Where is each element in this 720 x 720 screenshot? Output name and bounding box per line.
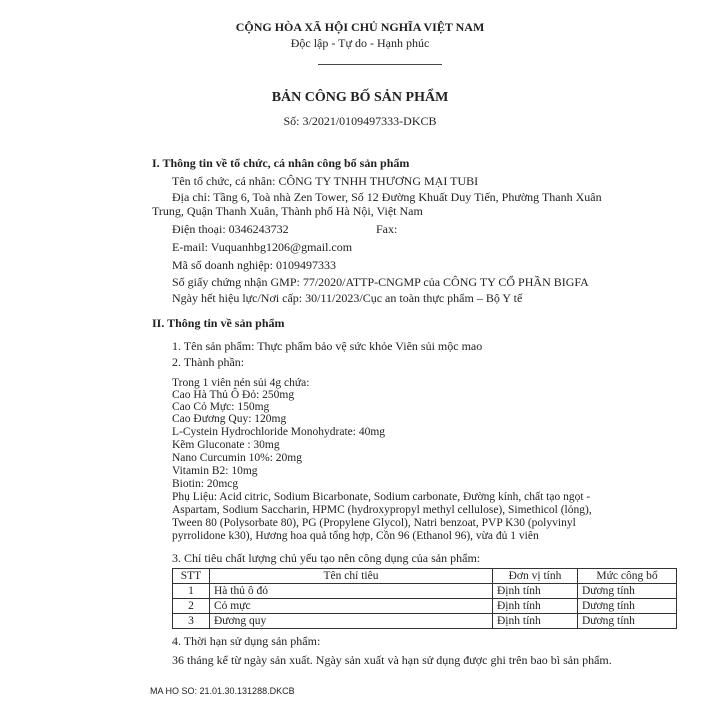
table-cell: Dương tính <box>578 584 677 599</box>
address-line-2: Trung, Quận Thanh Xuân, Thành phố Hà Nội, Việt Nam <box>152 204 423 218</box>
table-row <box>173 599 677 614</box>
shelf-life-text: 36 tháng kể từ ngày sản xuất. Ngày sản xuất và hạn sử dụng được ghi trên bao bì sản phẩm. <box>172 653 612 667</box>
table-header-row <box>173 569 677 584</box>
table-cell: Định tính <box>493 614 578 629</box>
table-header-cell: Mức công bố <box>578 569 677 584</box>
section2-heading: II. Thông tin về sản phẩm <box>152 316 285 330</box>
fax: Fax: <box>376 222 398 236</box>
table-cell: Dương tính <box>578 599 677 614</box>
table-header-cell: Tên chỉ tiêu <box>210 569 493 584</box>
table-cell: 1 <box>173 584 210 599</box>
table-header-cell: STT <box>173 569 210 584</box>
ingredient-line: Cao Cỏ Mực: 150mg <box>172 401 270 413</box>
excipients-line: Aspartam, Sodium Saccharin, HPMC (hydroxypropyl methyl cellulose), Simethicol (lỏng), <box>172 504 592 516</box>
ingredient-line: Cao Đương Quy: 120mg <box>172 413 287 425</box>
table-cell: Đương quy <box>210 614 493 629</box>
phone: Điện thoại: 0346243732 <box>172 222 289 236</box>
table-cell: Cỏ mực <box>210 599 493 614</box>
criteria-table <box>172 568 677 629</box>
ingredient-line: Trong 1 viên nén sủi 4g chứa: <box>172 377 310 389</box>
table-cell: Định tính <box>493 599 578 614</box>
ingredient-line: L-Cystein Hydrochloride Monohydrate: 40mg <box>172 426 386 438</box>
excipients-line: Tween 80 (Polysorbate 80), PG (Propylene Glycol), Natri benzoat, PVP K30 (polyvinyl <box>172 517 576 529</box>
composition-label: 2. Thành phần: <box>172 355 245 369</box>
table-cell: Định tính <box>493 584 578 599</box>
ingredient-line: Biotin: 20mcg <box>172 478 239 490</box>
table-row <box>173 584 677 599</box>
table-cell: 3 <box>173 614 210 629</box>
table-cell: 2 <box>173 599 210 614</box>
table-cell: Dương tính <box>578 614 677 629</box>
table-header-cell: Đơn vị tính <box>493 569 578 584</box>
table-cell: Hà thủ ô đỏ <box>210 584 493 599</box>
header-divider <box>318 64 442 65</box>
shelf-life-label: 4. Thời hạn sử dụng sản phẩm: <box>172 634 321 648</box>
gmp-certificate: Số giấy chứng nhận GMP: 77/2020/ATTP-CNGMP của CÔNG TY CỔ PHẦN BIGFA <box>172 275 589 289</box>
ingredient-line: Vitamin B2: 10mg <box>172 465 258 477</box>
document-number: Số: 3/2021/0109497333-DKCB <box>283 114 437 128</box>
country-heading: CỘNG HÒA XÃ HỘI CHỦ NGHĨA VIỆT NAM <box>235 20 485 34</box>
ingredient-line: Cao Hà Thủ Ô Đỏ: 250mg <box>172 389 295 401</box>
ingredient-line: Kẽm Gluconate : 30mg <box>172 439 280 451</box>
excipients-line: Phụ Liệu: Acid citric, Sodium Bicarbonate, Sodium carbonate, Đường kính, chất tạo ngọt - <box>172 491 591 503</box>
validity: Ngày hết hiệu lực/Nơi cấp: 30/11/2023/Cục an toàn thực phẩm – Bộ Y tế <box>172 291 523 305</box>
address-line-1: Địa chỉ: Tầng 6, Toà nhà Zen Tower, Số 12 Đường Khuất Duy Tiến, Phường Thanh Xuân <box>172 190 602 204</box>
record-code: MA HO SO: 21.01.30.131288.DKCB <box>150 686 295 696</box>
motto: Độc lập - Tự do - Hạnh phúc <box>290 36 430 50</box>
excipients-line: pyrrolidone k30), Hương hoa quả tổng hợp, Cồn 96 (Ethanol 96), vừa đủ 1 viên <box>172 530 539 542</box>
document-title: BẢN CÔNG BỐ SẢN PHẨM <box>271 90 449 105</box>
section1-heading: I. Thông tin về tổ chức, cá nhân công bố sản phẩm <box>152 156 410 170</box>
criteria-label: 3. Chỉ tiêu chất lượng chủ yếu tạo nên công dụng của sản phẩm: <box>172 551 481 565</box>
ingredient-line: Nano Curcumin 10%: 20mg <box>172 452 302 464</box>
table-row <box>173 614 677 629</box>
product-name: 1. Tên sản phẩm: Thực phẩm bảo vệ sức khỏe Viên sủi mộc mao <box>172 339 483 353</box>
org-name: Tên tổ chức, cá nhân: CÔNG TY TNHH THƯƠNG MẠI TUBI <box>172 174 479 188</box>
tax-code: Mã số doanh nghiệp: 0109497333 <box>172 258 336 272</box>
email: E-mail: Vuquanhbg1206@gmail.com <box>172 240 353 254</box>
